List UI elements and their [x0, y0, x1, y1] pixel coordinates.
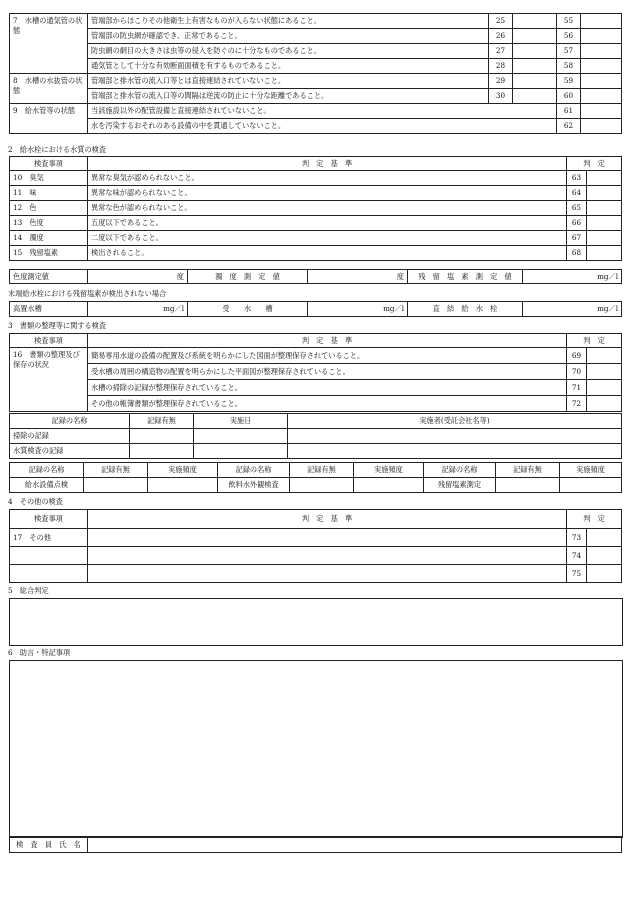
- water-tank-table: [9, 13, 622, 134]
- record-freq-header: 実施頻度: [148, 463, 218, 478]
- item-number: 28: [489, 59, 513, 74]
- section-6-title: 6 助言・特記事項: [8, 648, 71, 657]
- record-name: 飲料水外観検査: [218, 478, 290, 493]
- water-quality-table: [9, 156, 622, 261]
- item-number: 63: [567, 171, 587, 186]
- item-number: 55: [557, 14, 581, 29]
- item-label: 14 濁度: [10, 231, 88, 246]
- item-number: 64: [567, 186, 587, 201]
- item-number: 30: [489, 89, 513, 104]
- judge-cell[interactable]: [581, 14, 622, 29]
- criteria-text: 異常な味が認められないこと。: [88, 186, 567, 201]
- judge-cell[interactable]: [587, 171, 622, 186]
- item-number: 75: [567, 565, 587, 583]
- header-judge: 判 定: [567, 157, 622, 171]
- item-number: 62: [557, 119, 581, 134]
- inspector-name-label: 検 査 員 氏 名: [10, 837, 88, 853]
- judge-cell[interactable]: [581, 104, 622, 119]
- record-has-cell[interactable]: [130, 429, 194, 444]
- item-number: 65: [567, 201, 587, 216]
- criteria-text: 異常な色が認められないこと。: [88, 201, 567, 216]
- record-name: 給水設備点検: [10, 478, 84, 493]
- criteria-text: 管端部と排水管の流入口等の間隔は逆流の防止に十分な距離であること。: [88, 89, 489, 104]
- judge-cell[interactable]: [581, 89, 622, 104]
- turbidity-measure-label: 濁 度 測 定 値: [188, 270, 308, 284]
- judge-cell[interactable]: [513, 29, 557, 44]
- records-frequency-table: [9, 462, 622, 493]
- item-number: 69: [567, 348, 587, 364]
- judge-cell[interactable]: [581, 44, 622, 59]
- record-by-cell[interactable]: [288, 444, 622, 459]
- item-number: 57: [557, 44, 581, 59]
- item-number: 66: [567, 216, 587, 231]
- record-has-cell[interactable]: [130, 444, 194, 459]
- record-date-cell[interactable]: [194, 429, 288, 444]
- color-measure-label: 色度測定値: [10, 270, 88, 284]
- judge-cell[interactable]: [513, 44, 557, 59]
- record-by-cell[interactable]: [288, 429, 622, 444]
- record-has-header: 記録有無: [130, 414, 194, 429]
- criteria-text: 五度以下であること。: [88, 216, 567, 231]
- criteria-text: その他の帳簿書類が整理保存されていること。: [88, 396, 567, 412]
- criteria-text: 水槽の掃除の記録が整理保存されていること。: [88, 380, 567, 396]
- judge-cell[interactable]: [513, 74, 557, 89]
- judge-cell[interactable]: [587, 380, 622, 396]
- criteria-text: 受水槽の周囲の構造物の配置を明らかにした平面図が整理保存されていること。: [88, 364, 567, 380]
- judge-cell[interactable]: [513, 14, 557, 29]
- criteria-cell[interactable]: [88, 565, 567, 583]
- measurement-table: [9, 269, 622, 284]
- record-has-cell[interactable]: [84, 478, 148, 493]
- record-name-header: 記録の名称: [10, 414, 130, 429]
- section-4-title: 4 その他の検査: [8, 497, 63, 506]
- tank-chlorine-table: [9, 301, 622, 317]
- record-name-header: 記録の名称: [218, 463, 290, 478]
- header-criteria: 判 定 基 準: [88, 157, 567, 171]
- documents-table: [9, 333, 622, 412]
- item-label: 13 色度: [10, 216, 88, 231]
- item-number: 74: [567, 547, 587, 565]
- record-has-header: 記録有無: [290, 463, 354, 478]
- section-2-title: 2 給水栓における水質の検査: [8, 145, 107, 154]
- item-number: 59: [557, 74, 581, 89]
- records-table: [9, 413, 622, 459]
- chlorine-note: 末端給水栓における残留塩素が検出されない場合: [8, 289, 167, 298]
- judge-cell[interactable]: [581, 74, 622, 89]
- record-freq-cell[interactable]: [148, 478, 218, 493]
- judge-cell[interactable]: [587, 246, 622, 261]
- chlorine-measure-label: 残 留 塩 素 測 定 値: [408, 270, 523, 284]
- criteria-text: 管端部の防虫網が確認でき、正常であること。: [88, 29, 489, 44]
- record-freq-cell[interactable]: [560, 478, 622, 493]
- unit-label: mg／l: [597, 304, 618, 314]
- record-freq-cell[interactable]: [354, 478, 424, 493]
- item-cell[interactable]: [10, 565, 88, 583]
- item-number: 26: [489, 29, 513, 44]
- inspector-table: [9, 836, 622, 853]
- criteria-text: 管端部と排水管の流入口等とは直接連結されていないこと。: [88, 74, 489, 89]
- item-number: 72: [567, 396, 587, 412]
- criteria-text: 簡易専用水道の設備の配置及び系統を明らかにした図面が整理保存されていること。: [88, 348, 567, 364]
- judge-cell[interactable]: [513, 59, 557, 74]
- receiving-tank-value[interactable]: [308, 302, 408, 317]
- judge-cell[interactable]: [587, 201, 622, 216]
- record-name: 掃除の記録: [10, 429, 130, 444]
- record-has-header: 記録有無: [496, 463, 560, 478]
- item-number: 61: [557, 104, 581, 119]
- criteria-text: 水を汚染するおそれのある設備の中を貫通していないこと。: [88, 119, 557, 134]
- unit-label: 度: [396, 271, 404, 281]
- judge-cell[interactable]: [587, 364, 622, 380]
- judge-cell[interactable]: [587, 348, 622, 364]
- criteria-text: 防虫網の網目の大きさは虫等の侵入を防ぐのに十分なものであること。: [88, 44, 489, 59]
- section-3-title: 3 書類の整理等に関する検査: [8, 321, 107, 330]
- other-inspection-table: [9, 509, 622, 583]
- item-number: 27: [489, 44, 513, 59]
- item-number: 71: [567, 380, 587, 396]
- record-name: 水質検査の記録: [10, 444, 130, 459]
- unit-label: mg／l: [163, 304, 184, 314]
- chlorine-measure-value[interactable]: [523, 270, 622, 284]
- item-number: 70: [567, 364, 587, 380]
- criteria-text: 通気管として十分な有効断面面積を有するものであること。: [88, 59, 489, 74]
- record-by-header: 実施者(受託会社名等): [288, 414, 622, 429]
- item-label: 11 味: [10, 186, 88, 201]
- high-tank-label: 高置水槽: [10, 302, 88, 317]
- item-cell[interactable]: [10, 547, 88, 565]
- turbidity-measure-value[interactable]: [308, 270, 408, 284]
- inspector-name-field[interactable]: [88, 837, 622, 853]
- section-5-title: 5 総合判定: [8, 586, 49, 595]
- judge-cell[interactable]: [581, 119, 622, 134]
- header-judge: 判 定: [567, 334, 622, 348]
- record-date-header: 実施日: [194, 414, 288, 429]
- color-measure-value[interactable]: [88, 270, 188, 284]
- item-8-label: 8 水槽の水抜管の状態: [10, 74, 88, 104]
- item-number: 68: [567, 246, 587, 261]
- record-has-cell[interactable]: [496, 478, 560, 493]
- criteria-cell[interactable]: [88, 529, 567, 547]
- header-judge: 判 定: [567, 510, 622, 529]
- item-9-label: 9 給水管等の状態: [10, 104, 88, 134]
- judge-cell[interactable]: [587, 216, 622, 231]
- unit-label: mg／l: [383, 304, 404, 314]
- item-17-label: 17 その他: [10, 529, 88, 547]
- record-name-header: 記録の名称: [424, 463, 496, 478]
- record-has-header: 記録有無: [84, 463, 148, 478]
- criteria-text: 二度以下であること。: [88, 231, 567, 246]
- item-number: 67: [567, 231, 587, 246]
- item-number: 29: [489, 74, 513, 89]
- item-label: 15 残留塩素: [10, 246, 88, 261]
- judge-cell[interactable]: [581, 29, 622, 44]
- receiving-tank-label: 受 水 槽: [188, 302, 308, 317]
- header-item: 検査事項: [10, 510, 88, 529]
- item-number: 73: [567, 529, 587, 547]
- criteria-text: 検出されること。: [88, 246, 567, 261]
- header-item: 検査事項: [10, 157, 88, 171]
- record-date-cell[interactable]: [194, 444, 288, 459]
- judge-cell[interactable]: [581, 59, 622, 74]
- direct-tap-label: 直 結 給 水 栓: [408, 302, 523, 317]
- high-tank-value[interactable]: [88, 302, 188, 317]
- overall-judgment-box[interactable]: [9, 598, 623, 646]
- record-freq-header: 実施頻度: [560, 463, 622, 478]
- judge-cell[interactable]: [587, 186, 622, 201]
- judge-cell[interactable]: [587, 529, 622, 547]
- advice-notes-box[interactable]: [9, 660, 623, 838]
- unit-label: mg／l: [597, 271, 618, 281]
- criteria-text: 異常な臭気が認められないこと。: [88, 171, 567, 186]
- criteria-text: 当該施設以外の配管設備と直接連結されていないこと。: [88, 104, 557, 119]
- unit-label: 度: [176, 271, 184, 281]
- item-7-label: 7 水槽の通気管の状態: [10, 14, 88, 74]
- header-item: 検査事項: [10, 334, 88, 348]
- record-has-cell[interactable]: [290, 478, 354, 493]
- record-name: 残留塩素測定: [424, 478, 496, 493]
- record-freq-header: 実施頻度: [354, 463, 424, 478]
- judge-cell[interactable]: [587, 231, 622, 246]
- item-label: 12 色: [10, 201, 88, 216]
- item-number: 58: [557, 59, 581, 74]
- judge-cell[interactable]: [587, 565, 622, 583]
- direct-tap-value[interactable]: [523, 302, 622, 317]
- criteria-text: 管端部からほこりその他衛生上有害なものが入らない状態にあること。: [88, 14, 489, 29]
- header-criteria: 判 定 基 準: [88, 334, 567, 348]
- item-16-label: 16 書類の整理及び保存の状況: [10, 348, 88, 412]
- record-name-header: 記録の名称: [10, 463, 84, 478]
- item-number: 56: [557, 29, 581, 44]
- judge-cell[interactable]: [513, 89, 557, 104]
- criteria-cell[interactable]: [88, 547, 567, 565]
- item-number: 60: [557, 89, 581, 104]
- judge-cell[interactable]: [587, 547, 622, 565]
- judge-cell[interactable]: [587, 396, 622, 412]
- header-criteria: 判 定 基 準: [88, 510, 567, 529]
- item-number: 25: [489, 14, 513, 29]
- item-label: 10 臭気: [10, 171, 88, 186]
